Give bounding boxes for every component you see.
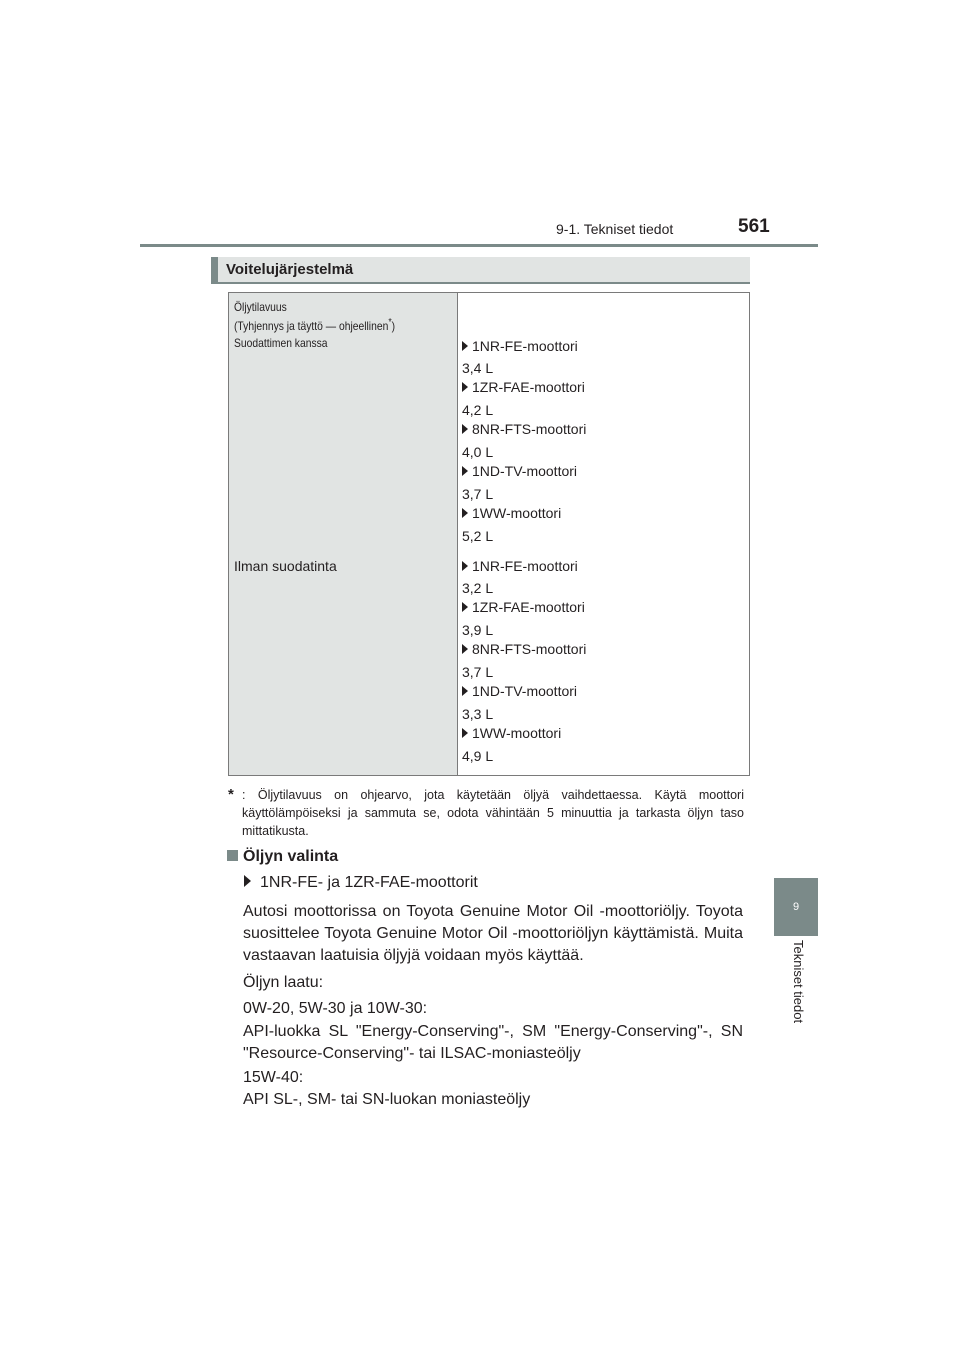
- with-filter-label: Suodattimen kanssa: [234, 336, 328, 350]
- without-filter-engine-5: [462, 725, 561, 741]
- arrow-icon: [462, 341, 468, 351]
- without-filter-capacity-2: 3,9 L: [462, 622, 494, 638]
- engine-name: 1ND-TV-moottori: [472, 683, 578, 699]
- arrow-icon: [462, 686, 468, 696]
- condition-title: Öljytilavuus: [234, 300, 287, 314]
- condition-subtitle-close: ): [391, 319, 396, 333]
- chapter-title: Tekniset tiedot: [791, 940, 806, 1024]
- square-bullet-icon: [227, 850, 238, 861]
- oil-grade-2-spec: API SL-, SM- tai SN-luokan moniasteöljy: [243, 1091, 531, 1108]
- condition-subtitle: [234, 315, 395, 334]
- with-filter-engine-4: [462, 463, 577, 479]
- with-filter-engine-2: [462, 379, 585, 395]
- with-filter-engine-5: [462, 505, 561, 521]
- oil-capacity-table: [228, 292, 750, 776]
- with-filter-engine-1: [462, 338, 578, 354]
- arrow-icon: [462, 644, 468, 654]
- oil-grade-1: 0W-20, 5W-30 ja 10W-30:: [243, 1000, 428, 1017]
- without-filter-capacity-5: 4,9 L: [462, 748, 494, 764]
- without-filter-label: Ilman suodatinta: [234, 558, 337, 574]
- engine-name: 1ZR-FAE-moottori: [472, 379, 585, 395]
- oil-grade-1-spec: API-luokka SL "Energy-Conserving"-, SM "Energy-Conserving"-, SN "Resource-Conserving"- tai ILSAC-moniasteöljy: [243, 1023, 743, 1062]
- engine-name: 1WW-moottori: [472, 725, 562, 741]
- engine-name: 1ND-TV-moottori: [472, 463, 578, 479]
- engine-name: 1NR-FE-moottori: [472, 338, 578, 354]
- oil-selection-engines: [244, 874, 478, 892]
- oil-grade-2: 15W-40:: [243, 1069, 304, 1086]
- arrow-icon: [462, 466, 468, 476]
- without-filter-engine-3: [462, 641, 586, 657]
- without-filter-capacity-3: 3,7 L: [462, 664, 494, 680]
- arrow-icon: [462, 424, 468, 434]
- section-heading-text: Voitelujärjestelmä: [226, 261, 354, 278]
- arrow-icon: [462, 602, 468, 612]
- without-filter-engine-2: [462, 599, 585, 615]
- with-filter-capacity-5: 5,2 L: [462, 528, 494, 544]
- arrow-icon: [244, 875, 251, 887]
- arrow-icon: [462, 728, 468, 738]
- oil-selection-title: Öljyn valinta: [243, 848, 339, 865]
- arrow-icon: [462, 561, 468, 571]
- chapter-number: 9: [792, 901, 800, 913]
- without-filter-engine-1: [462, 558, 578, 574]
- footnote-text: : Öljytilavuus on ohjearvo, jota käytetään öljyä vaihdettaessa. Käytä moottori käyttölämpöiseksi ja sammuta se, odota vähintään 5 minuuttia ja tarkasta öljyn taso mittatikusta.: [242, 788, 744, 838]
- oil-quality-label: Öljyn laatu:: [243, 974, 324, 991]
- engine-name: 1NR-FE-moottori: [472, 558, 578, 574]
- chapter-tab[interactable]: [774, 878, 818, 936]
- with-filter-engine-3: [462, 421, 586, 437]
- header-section-title: 9-1. Tekniset tiedot: [556, 221, 674, 237]
- oil-selection-paragraph: Autosi moottorissa on Toyota Genuine Motor Oil -moottoriöljy. Toyota suosittelee Toyota Genuine Motor Oil -moottoriöljyn käyttämistä. Muita vastaavan laatuisia öljyjä voidaan myös käyttää.: [243, 903, 743, 964]
- footnote-marker: *: [228, 786, 234, 803]
- arrow-icon: [462, 508, 468, 518]
- section-heading-bar: [211, 257, 218, 282]
- header-rule: [140, 244, 818, 247]
- footnote-ref: *: [388, 317, 392, 328]
- with-filter-capacity-4: 3,7 L: [462, 486, 494, 502]
- with-filter-capacity-1: 3,4 L: [462, 360, 494, 376]
- section-heading: [211, 257, 750, 284]
- engine-name: 1WW-moottori: [472, 505, 562, 521]
- page-number: 561: [738, 216, 770, 237]
- condition-subtitle-text: (Tyhjennys ja täyttö — ohjeellinen: [234, 319, 389, 333]
- engine-name: 1ZR-FAE-moottori: [472, 599, 585, 615]
- arrow-icon: [462, 382, 468, 392]
- without-filter-capacity-1: 3,2 L: [462, 580, 494, 596]
- with-filter-capacity-2: 4,2 L: [462, 402, 494, 418]
- oil-selection-heading: [227, 848, 338, 866]
- engine-name: 8NR-FTS-moottori: [472, 421, 587, 437]
- without-filter-engine-4: [462, 683, 577, 699]
- oil-selection-engines-text: 1NR-FE- ja 1ZR-FAE-moottorit: [260, 874, 478, 891]
- without-filter-capacity-4: 3,3 L: [462, 706, 494, 722]
- with-filter-capacity-3: 4,0 L: [462, 444, 494, 460]
- engine-name: 8NR-FTS-moottori: [472, 641, 587, 657]
- condition-column: [229, 293, 458, 775]
